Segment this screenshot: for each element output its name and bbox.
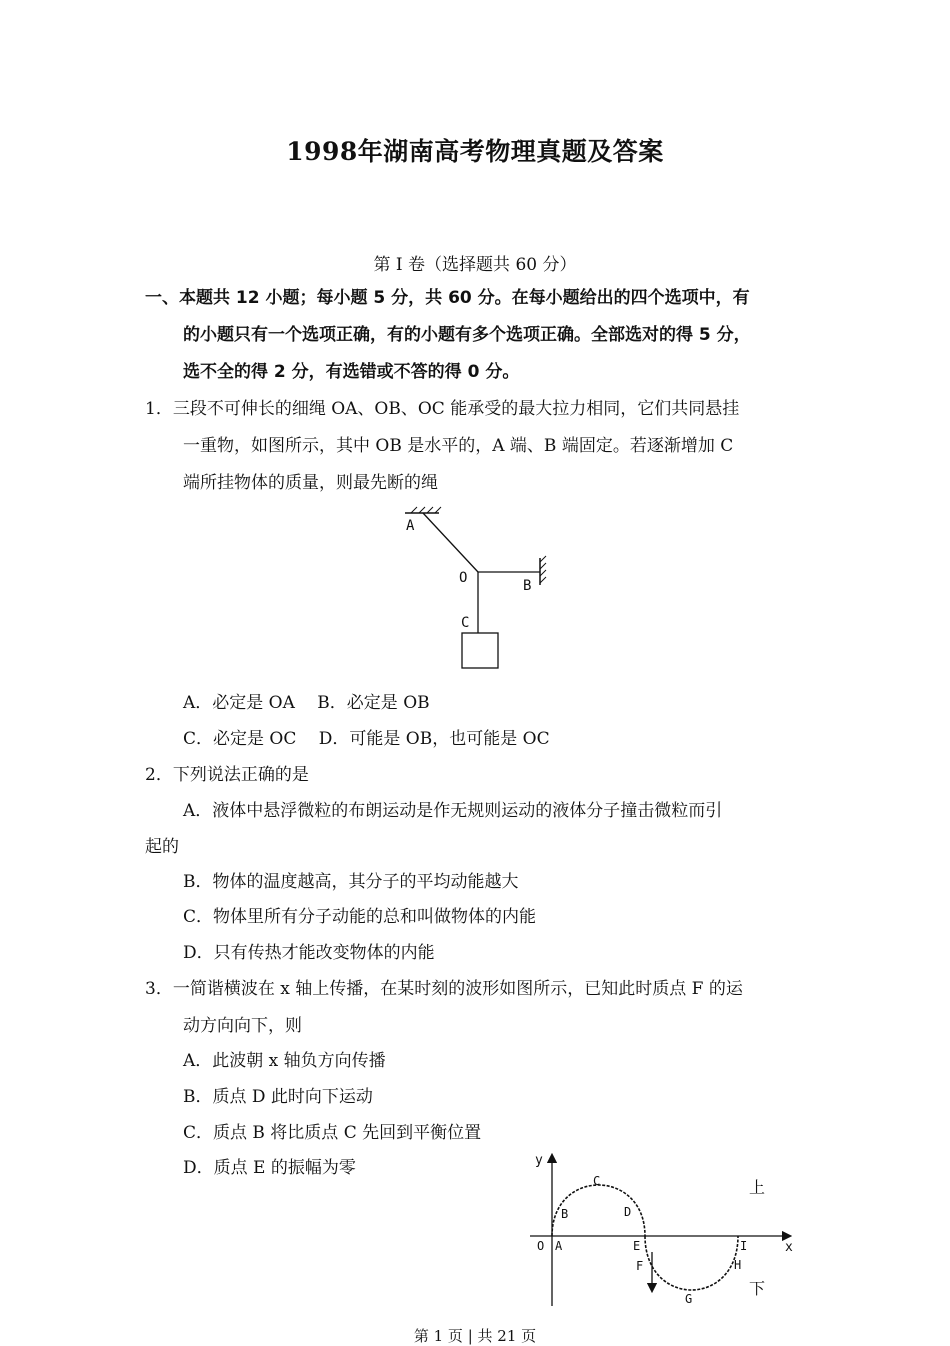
q1-rope-figure xyxy=(395,505,565,675)
q2-option-b: B．物体的温度越高，其分子的平均动能越大 xyxy=(183,872,519,892)
q1-options-line-1: A．必定是 OA B．必定是 OB xyxy=(183,693,430,713)
q3-axis-x-label: x xyxy=(785,1240,793,1255)
instructions-line-2: 的小题只有一个选项正确，有的小题有多个选项正确。全部选对的得 5 分， xyxy=(183,325,751,345)
q1-label-c: C xyxy=(461,615,470,631)
q3-down-label: 下 xyxy=(749,1279,766,1298)
q3-point-f: F xyxy=(636,1259,644,1273)
q3-point-a: A xyxy=(555,1239,563,1253)
q1-label-o: O xyxy=(459,570,468,586)
q3-origin-label: O xyxy=(537,1239,545,1253)
q3-option-d: D．质点 E 的振幅为零 xyxy=(183,1158,356,1178)
section-heading: 第 I 卷（选择题共 60 分） xyxy=(373,255,577,275)
q3-option-b: B．质点 D 此时向下运动 xyxy=(183,1087,373,1107)
q1-label-a: A xyxy=(406,518,415,534)
q3-point-i: I xyxy=(740,1239,748,1253)
q3-point-e: E xyxy=(633,1239,641,1253)
q2-stem: 2．下列说法正确的是 xyxy=(145,765,309,785)
q3-point-b: B xyxy=(561,1207,569,1221)
q3-option-a: A．此波朝 x 轴负方向传播 xyxy=(183,1051,386,1071)
q1-stem-line-3: 端所挂物体的质量，则最先断的绳 xyxy=(183,473,438,493)
q1-label-b: B xyxy=(523,578,532,594)
q1-stem-line-1: 1．三段不可伸长的细绳 OA、OB、OC 能承受的最大拉力相同，它们共同悬挂 xyxy=(145,399,740,419)
q1-stem-line-2: 一重物，如图所示，其中 OB 是水平的，A 端、B 端固定。若逐渐增加 C xyxy=(183,436,734,456)
q3-axis-y-label: y xyxy=(535,1153,543,1168)
q3-up-label: 上 xyxy=(749,1178,766,1197)
q2-option-c: C．物体里所有分子动能的总和叫做物体的内能 xyxy=(183,907,537,927)
page-title: 1998年湖南高考物理真题及答案 xyxy=(286,137,664,166)
q3-option-c: C．质点 B 将比质点 C 先回到平衡位置 xyxy=(183,1123,482,1143)
q3-stem-line-2: 动方向向下，则 xyxy=(183,1016,302,1036)
q1-options-line-2: C．必定是 OC D．可能是 OB，也可能是 OC xyxy=(183,729,550,749)
q3-point-c: C xyxy=(593,1174,601,1188)
q2-option-d: D．只有传热才能改变物体的内能 xyxy=(183,943,435,963)
q3-wave-figure xyxy=(525,1148,805,1310)
q2-option-a-cont: 起的 xyxy=(145,837,179,857)
q3-point-h: H xyxy=(734,1258,742,1272)
q2-option-a: A．液体中悬浮微粒的布朗运动是作无规则运动的液体分子撞击微粒而引 xyxy=(183,801,723,821)
q3-point-g: G xyxy=(685,1292,693,1306)
q3-point-d: D xyxy=(624,1205,632,1219)
instructions-line-3: 选不全的得 2 分，有选错或不答的得 0 分。 xyxy=(183,362,520,382)
page-footer: 第 1 页 | 共 21 页 xyxy=(413,1327,537,1345)
q3-stem-line-1: 3．一简谐横波在 x 轴上传播，在某时刻的波形如图所示，已知此时质点 F 的运 xyxy=(145,979,743,999)
instructions-line-1: 一、本题共 12 小题；每小题 5 分，共 60 分。在每小题给出的四个选项中，有 xyxy=(145,288,750,308)
